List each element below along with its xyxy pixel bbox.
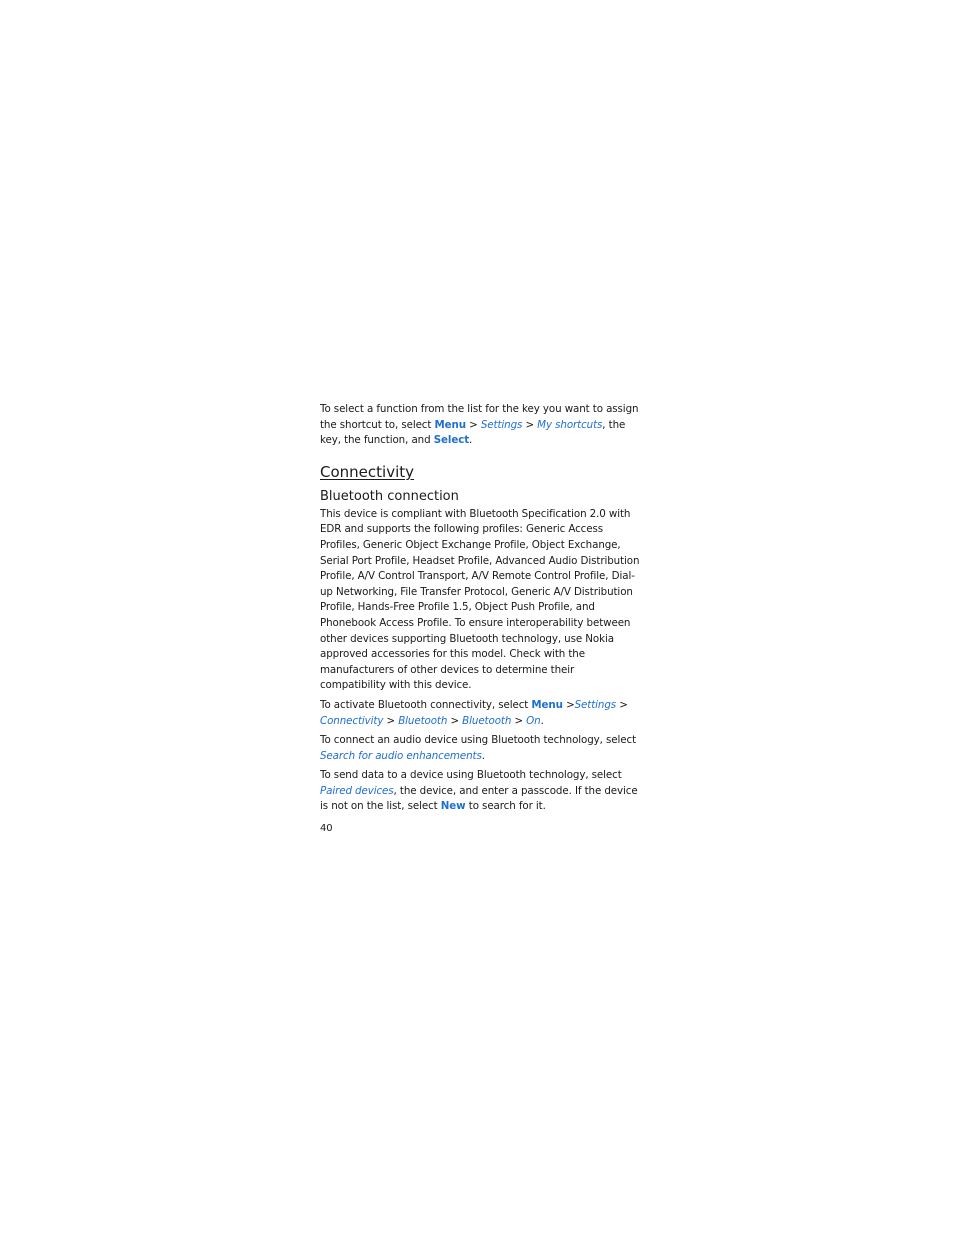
separator: > — [562, 698, 575, 711]
separator: > — [616, 698, 628, 711]
paired-devices-link[interactable]: Paired devices — [320, 784, 394, 797]
select-link[interactable]: Select — [433, 434, 470, 447]
search-audio-link[interactable]: Search for audio enhancements — [320, 749, 482, 762]
separator: > — [511, 714, 527, 727]
text: To send data to a device using Bluetooth technology, select — [320, 769, 622, 782]
bluetooth-sub-link[interactable]: Bluetooth — [462, 714, 512, 727]
separator: > — [522, 418, 538, 431]
page-content — [320, 402, 640, 837]
connectivity-link[interactable]: Connectivity — [320, 714, 384, 727]
audio-instructions — [320, 733, 640, 764]
text: To select a function from the list for the key you want to assign the shortcut to, select — [320, 403, 639, 431]
text: , the key, the function, and — [320, 418, 626, 447]
send-instructions — [320, 768, 640, 815]
separator: > — [383, 714, 399, 727]
separator: > — [447, 714, 463, 727]
text: . — [540, 714, 544, 727]
text: . — [481, 749, 485, 762]
bluetooth-description: This device is compliant with Bluetooth Specification 2.0 with EDR and supports the following profiles: Generic Access Profiles, Generic Object Exchange Profile, Object Exchange, Serial Port Profile, Headset Profile, Advanced Audio Distribution Profile, A/V Control Transport, A/V Remote Control Profile, Dial-up Networking, File Transfer Protocol, Generic A/V Distribution Profile, Hands-Free Profile 1.5, Object Push Profile, and Phonebook Access Profile. To ensure interoperability between other devices supporting Bluetooth technology, use Nokia approved accessories for this model. Check with the manufacturers of other devices to determine their compatibility with this device. — [320, 507, 640, 692]
menu-link[interactable]: Menu — [434, 418, 466, 431]
shortcut-instructions — [320, 402, 640, 449]
activate-instructions — [320, 698, 640, 729]
page-number: 40 — [320, 823, 333, 835]
my-shortcuts-link[interactable]: My shortcuts — [537, 418, 603, 431]
text: . — [469, 434, 473, 447]
on-link[interactable]: On — [526, 714, 541, 727]
text: To connect an audio device using Bluetooth technology, select — [320, 734, 637, 747]
new-link[interactable]: New — [440, 800, 466, 813]
text: , the device, and enter a passcode. If the device is not on the list, select — [320, 784, 638, 813]
separator: > — [465, 418, 481, 431]
menu-link[interactable]: Menu — [531, 698, 563, 711]
text: To activate Bluetooth connectivity, select — [320, 698, 532, 711]
settings-link[interactable]: Settings — [480, 418, 523, 431]
subsection-title: Bluetooth connection — [320, 488, 459, 504]
text: to search for it. — [465, 800, 546, 813]
settings-link[interactable]: Settings — [574, 698, 617, 711]
bluetooth-link[interactable]: Bluetooth — [398, 714, 448, 727]
section-title: Connectivity — [320, 462, 414, 481]
